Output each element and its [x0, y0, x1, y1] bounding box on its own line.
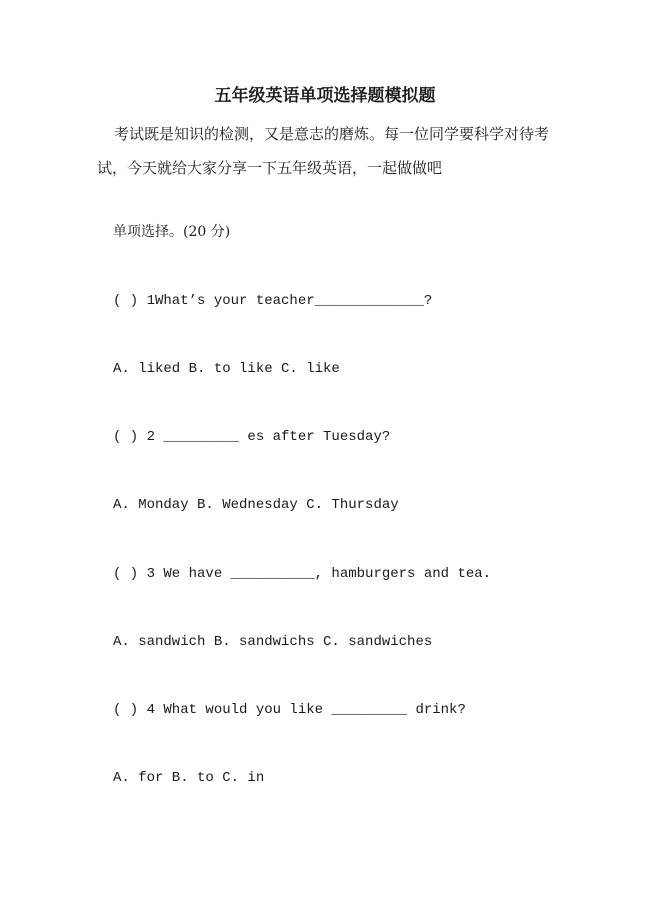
- question-4-stem: ( ) 4 What would you like _________ drink?: [113, 702, 466, 718]
- intro-paragraph: 考试既是知识的检测，又是意志的磨炼。每一位同学要科学对待考试，今天就给大家分享一下五年级英语，一起做做吧: [97, 125, 550, 177]
- question-4-options: A. for B. to C. in: [113, 770, 265, 786]
- question-1-stem: ( ) 1What’s your teacher_____________?: [113, 293, 433, 309]
- question-2-options: A. Monday B. Wednesday C. Thursday: [113, 497, 399, 513]
- question-1-options: A. liked B. to like C. like: [113, 361, 340, 377]
- question-2-stem: ( ) 2 _________ es after Tuesday?: [113, 429, 391, 445]
- question-3-stem: ( ) 3 We have __________, hamburgers and tea.: [113, 566, 492, 582]
- page-title: 五年级英语单项选择题模拟题: [214, 86, 436, 106]
- question-3-options: A. sandwich B. sandwichs C. sandwiches: [113, 634, 433, 650]
- section-heading: 单项选择。(20 分): [113, 224, 231, 240]
